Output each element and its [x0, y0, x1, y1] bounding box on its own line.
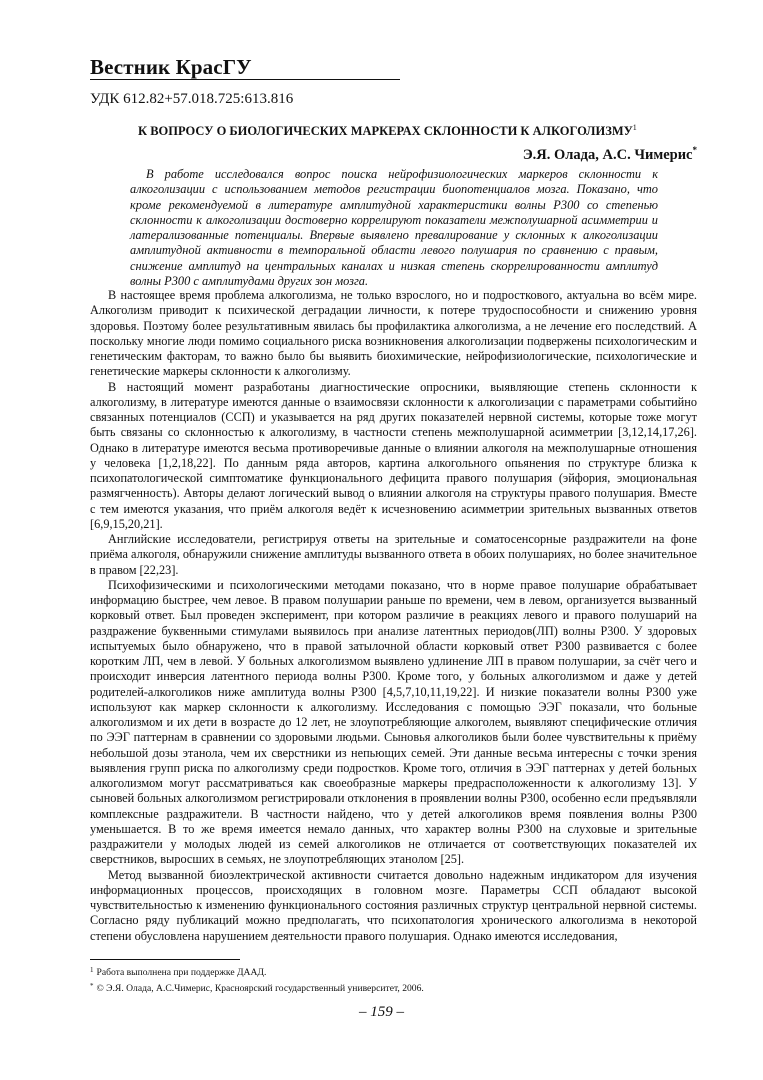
header-rule	[90, 79, 400, 80]
footnote-item	[90, 964, 690, 980]
body-paragraph: Психофизическими и психологическими методами показано, что в норме правое полушарие обрабатывает информацию быстрее, чем левое. В правом полушарии раньше по времени, чем в левом, организуется вызванный корковый ответ. Был проведен эксперимент, при котором различие в реакциях левого и правого полушарий на раздражение буквенными стимулами выявилось при анализе латентных периодов(ЛП) волны Р300. У здоровых испытуемых было обнаружено, что в правой затылочной области корковый ответ Р300 развивается с более коротким ЛП, чем в левой. У больных алкоголизмом выявлено удлинение ЛП в правом полушарии, за счёт чего и происходит инверсия латентного периода волны Р300. Кроме того, у больных алкоголизмом и даже у детей родителей-алкоголиков ниже амплитуда волны Р300 [4,5,7,10,11,19,22]. И низкие показатели волны Р300 уже используют как маркер склонности к алкоголизму. Исследования с помощью ЭЭГ показали, что больные алкоголизмом и их дети в возрасте до 12 лет, не злоупотребляющие алкоголем, выявляют специфические отличия по ЭЭГ паттернам в сравнении со здоровыми людьми. Сыновья алкоголиков были более чувствительны к приёму небольшой дозы этанола, чем их сверстники из непьющих семей. Эти данные весьма интересны с точки зрения выявления групп риска по алкоголизму среди подростков. Кроме того, отличия в ЭЭГ паттернах у детей больных алкоголизмом могут рассматриваться как своеобразные маркеры предрасположенности к алкоголизму 13]. У сыновей больных алкоголизмом регистрировали отклонения в проявлении волны Р300, особенно если предъявляли комплексные раздражители. В частности найдено, что у детей алкоголиков время появления волны Р300 уменьшается. В то же время имеется немало данных, что характер волны Р300 на слуховые и зрительные раздражители у молодых людей из семей алкоголиков не отличается от соответствующих показателей их сверстников, выросших в семьях, не злоупотребляющих этанолом [25].	[90, 577, 697, 867]
footnote-text: Работа выполнена при поддержке ДААД.	[96, 967, 267, 978]
footnote-text: © Э.Я. Олада, А.С.Чимерис, Красноярский государственный университет, 2006.	[96, 982, 424, 994]
article-body	[90, 288, 697, 944]
body-paragraph: В настоящее время проблема алкоголизма, не только взрослого, но и подросткового, актуальна во всём мире. Алкоголизм приводит к психической деградации личности, к потере трудоспособности и снижению уровня здоровья. Поэтому более результативным явилась бы профилактика алкоголизма, а не лечение его последствий. А поскольку многие люди помимо социального риска возникновения алкоголизации подвержены психологическим и генетическим факторам, то важно было бы выявить биохимические, нейрофизиологические, психологические и генетические маркеры склонности к алкоголизму.	[90, 288, 697, 379]
page-number: – 159 –	[359, 1004, 404, 1020]
footnotes	[90, 964, 690, 995]
abstract: В работе исследовался вопрос поиска нейрофизиологических маркеров склонности к алкоголизации с использованием методов регистрации биопотенциалов мозга. Показано, что кроме рекомендуемой в литературе амплитудной характеристики волны Р300 со степенью склонности к алкоголизации достоверно коррелируют показатели межполушарной асимметрии и латерализованные потенциалы. Впервые выявлено превалирование у склонных к алкоголизации амплитудной активности в темпоральной области левого полушария по сравнению с правым, снижение амплитуд на центральных каналах и низкая степень скоррелированности амплитуд волны Р300 с амплитудами других зон мозга.	[130, 167, 658, 289]
article-authors	[523, 145, 697, 164]
footnote-rule	[90, 959, 240, 960]
body-paragraph: Английские исследователи, регистрируя ответы на зрительные и соматосенсорные раздражители на фоне приёма алкоголя, обнаружили снижение амплитуды вызванного ответа в обоих полушариях, но более значительное в правом [22,23].	[90, 532, 697, 577]
udc-code: УДК 612.82+57.018.725:613.816	[90, 91, 294, 107]
footnote-item	[90, 980, 690, 996]
footnote-mark: 1	[90, 966, 94, 974]
authors-footnote-mark[interactable]: *	[692, 145, 697, 155]
footnote-mark: *	[90, 981, 94, 990]
article-title-text: К ВОПРОСУ О БИОЛОГИЧЕСКИХ МАРКЕРАХ СКЛОННОСТИ К АЛКОГОЛИЗМУ	[138, 124, 633, 138]
journal-title: Вестник КрасГУ	[90, 55, 252, 79]
title-footnote-mark[interactable]: 1	[632, 123, 637, 132]
body-paragraph: В настоящий момент разработаны диагностические опросники, выявляющие степень склонности к алкоголизму, в литературе имеются данные о взаимосвязи склонности к алкоголизации с параметрами событийно связанных потенциалов (ССП) и указывается на ряд других показателей нервной системы, которые тоже могут быть связаны со склонностью к алкоголизму, в частности степень межполушарной асимметрии [3,12,14,17,26]. Однако в литературе имеются весьма противоречивые данные о влиянии алкоголя на межполушарные отношения у человека [1,2,18,22]. По данным ряда авторов, картина алкогольного опьянения по структуре близка к психопатологической симптоматике функционального дефицита правого полушария (эйфория, эмоциональная размягченность). Авторы делают логический вывод о влиянии алкоголя на структуры правого полушария. Вместе с тем имеются указания, что приём алкоголя ведёт к исчезновению асимметрии зрительных вызванных ответов [6,9,15,20,21].	[90, 379, 697, 531]
body-paragraph: Метод вызванной биоэлектрической активности считается довольно надежным индикатором для изучения информационных процессов, происходящих в головном мозге. Параметры ССП обладают высокой чувствительностью к изменению функционального состояния различных структур центральной нервной системы. Согласно ряду публикаций можно предполагать, что психопатология хронического алкоголизма в некоторой степени обусловлена нарушением деятельности правого полушария. Однако имеются исследования,	[90, 867, 697, 943]
article-title	[138, 123, 637, 139]
authors-text: Э.Я. Олада, А.С. Чимерис	[522, 147, 693, 163]
